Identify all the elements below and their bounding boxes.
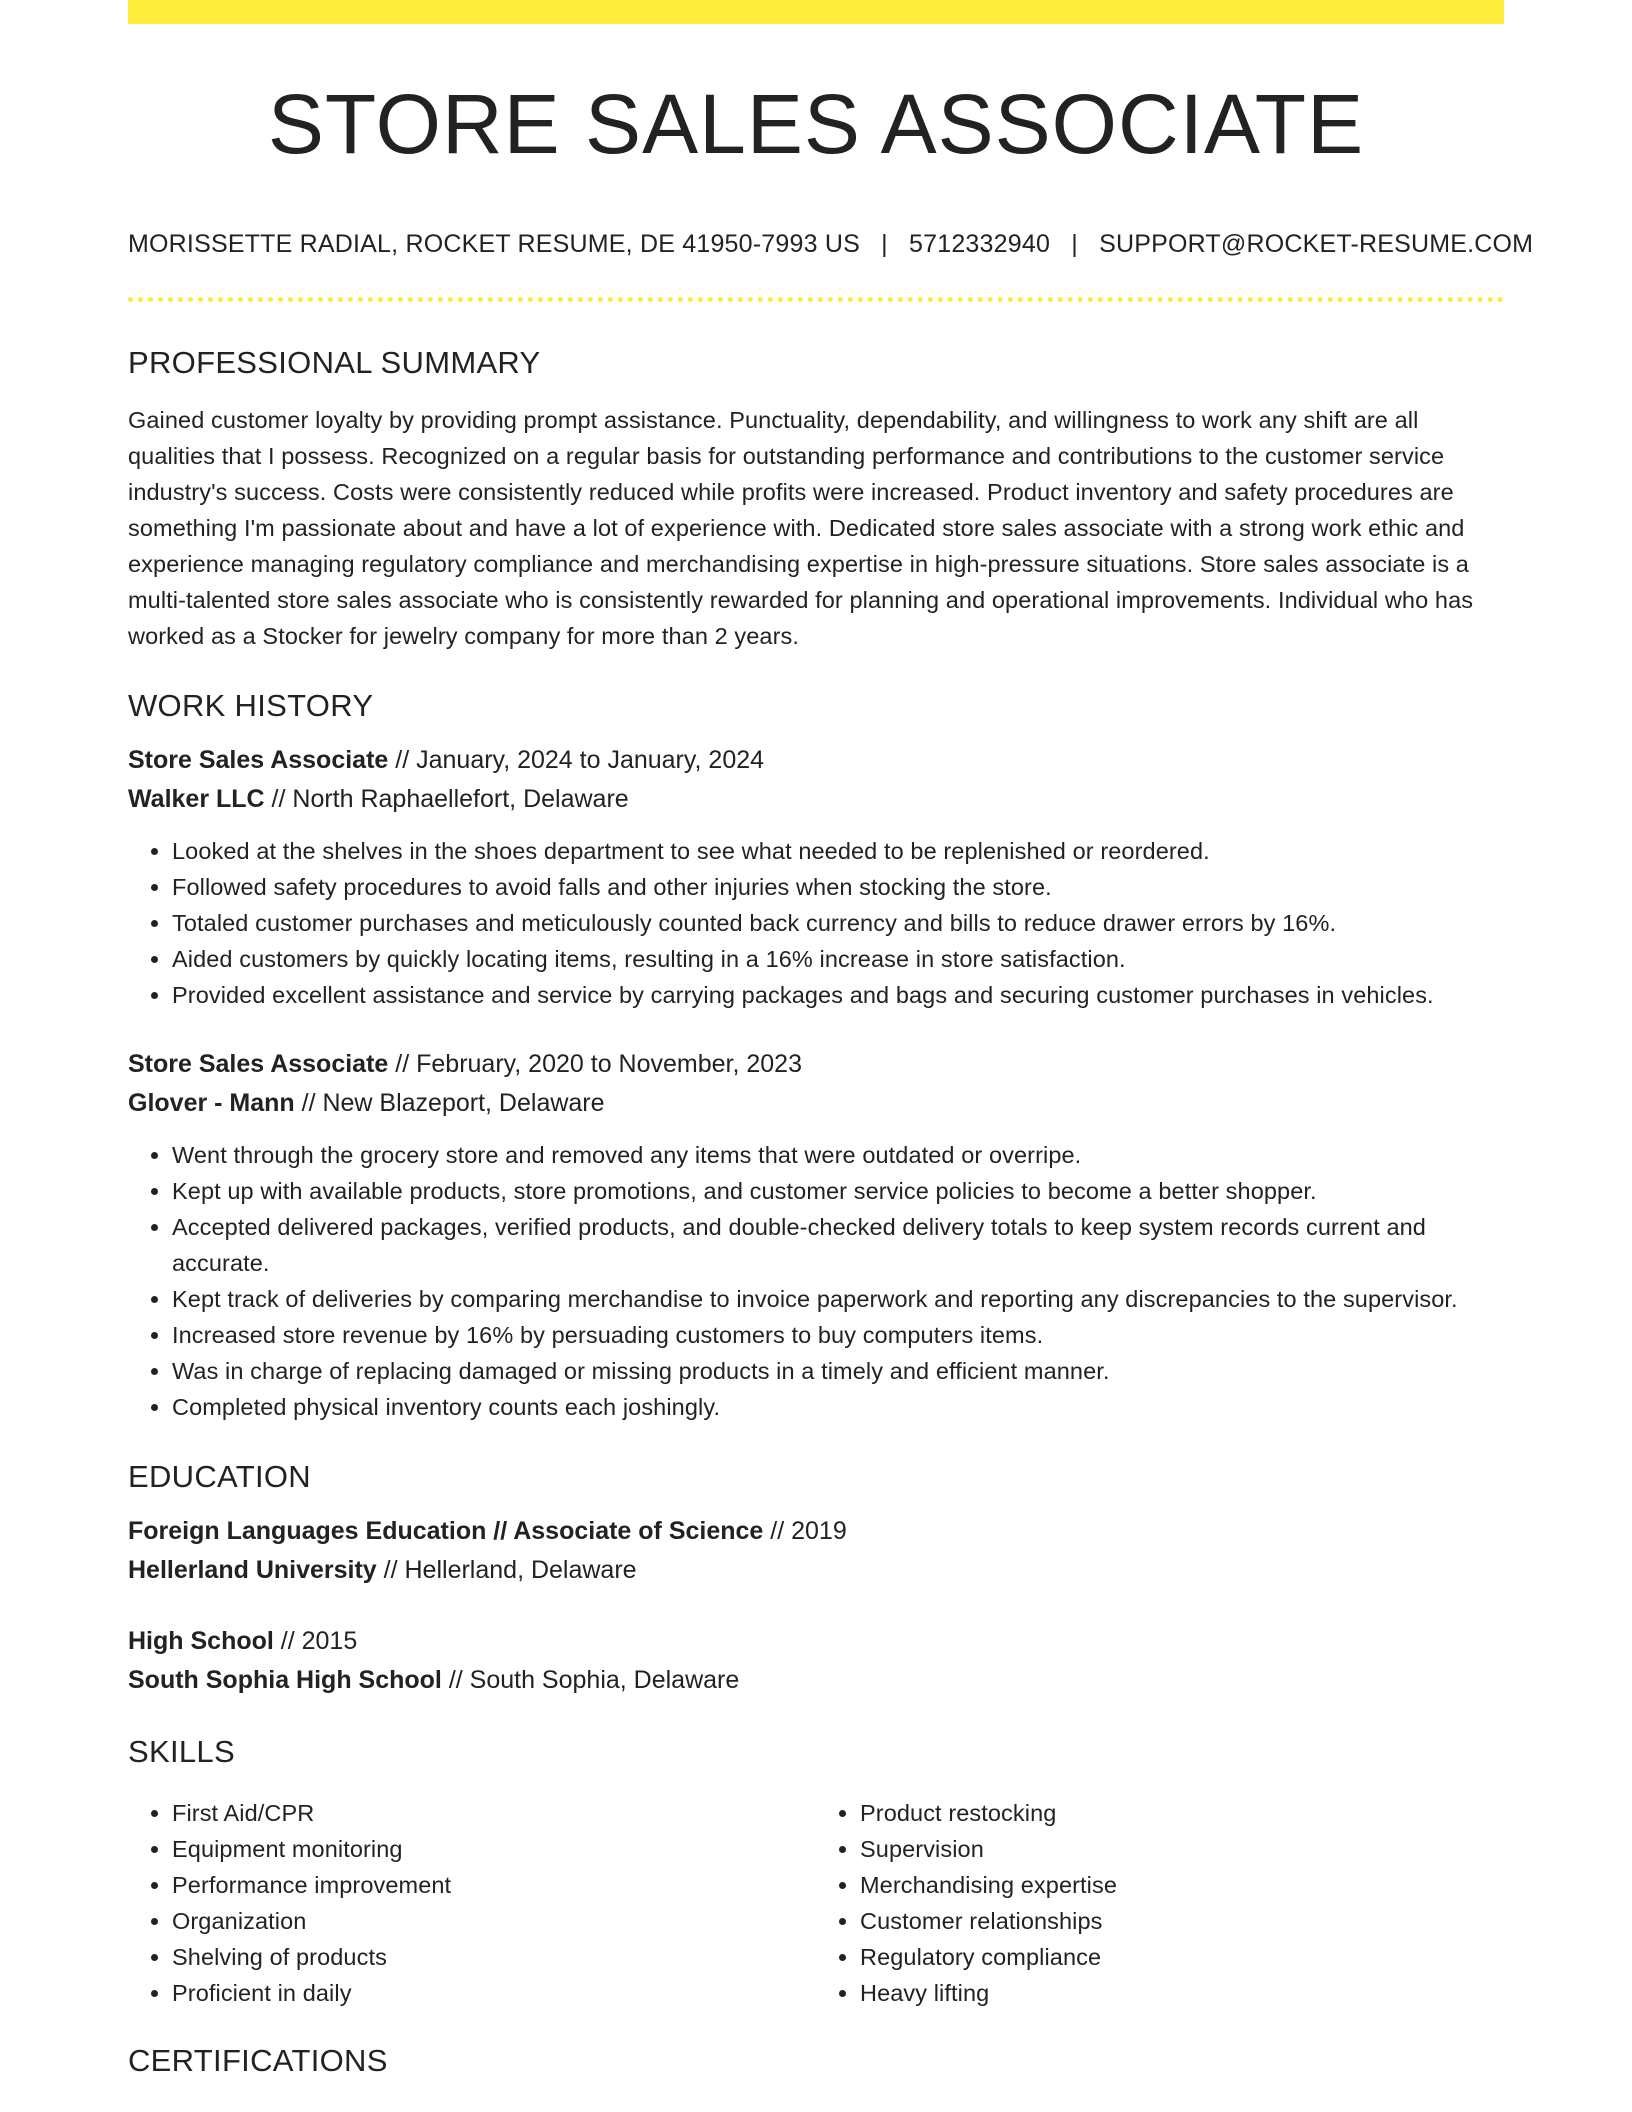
list-item: • Kept track of deliveries by comparing merchandise to invoice paperwork and reporting any discrepancies to the supervisor.: [172, 1281, 1504, 1317]
degree-line: [128, 1512, 1504, 1551]
contact-separator: |: [1071, 230, 1078, 258]
list-item: • Heavy lifting: [860, 1975, 1504, 2011]
job-location: // North Raphaellefort, Delaware: [264, 785, 629, 813]
list-item: • Accepted delivered packages, verified products, and double-checked delivery totals to keep system records current and accurate.: [172, 1209, 1504, 1281]
list-item: • Organization: [172, 1903, 816, 1939]
skills-right-list: [816, 1795, 1504, 2011]
education-entry: [128, 1512, 1504, 1590]
education-entry: [128, 1622, 1504, 1700]
list-item: • Equipment monitoring: [172, 1831, 816, 1867]
job-role: Store Sales Associate: [128, 1050, 389, 1078]
list-item: • Was in charge of replacing damaged or missing products in a timely and efficient manner.: [172, 1353, 1504, 1389]
contact-email: SUPPORT@ROCKET-RESUME.COM: [1099, 230, 1534, 258]
job-title-line: [128, 1045, 1504, 1084]
contact-line: [128, 230, 1534, 258]
summary-heading: PROFESSIONAL SUMMARY: [128, 345, 541, 380]
list-item: • First Aid/CPR: [172, 1795, 816, 1831]
job-location: // New Blazeport, Delaware: [294, 1089, 605, 1117]
job-title-line: [128, 741, 1504, 780]
degree-name: High School: [128, 1627, 274, 1655]
list-item: • Customer relationships: [860, 1903, 1504, 1939]
school-line: [128, 1661, 1504, 1700]
list-item: • Aided customers by quickly locating items, resulting in a 16% increase in store satisfaction.: [172, 941, 1504, 977]
job-role: Store Sales Associate: [128, 746, 389, 774]
education-heading: EDUCATION: [128, 1459, 311, 1494]
skills-heading: SKILLS: [128, 1734, 235, 1769]
list-item: • Increased store revenue by 16% by persuading customers to buy computers items.: [172, 1317, 1504, 1353]
job-dates: // February, 2020 to November, 2023: [388, 1050, 802, 1078]
contact-phone: 5712332940: [909, 230, 1051, 258]
resume-page: [128, 0, 1534, 2078]
job-entry: [128, 741, 1504, 1013]
list-item: • Kept up with available products, store promotions, and customer service policies to become a better shopper.: [172, 1173, 1504, 1209]
degree-name: Foreign Languages Education // Associate of Science: [128, 1517, 764, 1545]
list-item: • Supervision: [860, 1831, 1504, 1867]
list-item: • Completed physical inventory counts each joshingly.: [172, 1389, 1504, 1425]
list-item: • Proficient in daily: [172, 1975, 816, 2011]
list-item: • Totaled customer purchases and meticulously counted back currency and bills to reduce drawer errors by 16%.: [172, 905, 1504, 941]
degree-line: [128, 1622, 1504, 1661]
list-item: • Looked at the shelves in the shoes department to see what needed to be replenished or reordered.: [172, 833, 1504, 869]
list-item: • Followed safety procedures to avoid falls and other injuries when stocking the store.: [172, 869, 1504, 905]
certifications-heading: CERTIFICATIONS: [128, 2043, 388, 2078]
list-item: • Product restocking: [860, 1795, 1504, 1831]
dotted-divider: [128, 297, 1504, 302]
degree-year: // 2019: [763, 1517, 847, 1545]
skills-left-list: [128, 1795, 816, 2011]
job-company-line: [128, 1084, 1504, 1123]
job-company: Walker LLC: [128, 785, 265, 813]
degree-year: // 2015: [273, 1627, 358, 1655]
job-dates: // January, 2024 to January, 2024: [388, 746, 765, 774]
list-item: • Merchandising expertise: [860, 1867, 1504, 1903]
work-history-heading: WORK HISTORY: [128, 688, 374, 723]
school-name: South Sophia High School: [128, 1666, 442, 1694]
skills-columns: [128, 1795, 1504, 2011]
school-location: // Hellerland, Delaware: [376, 1556, 637, 1584]
job-entry: [128, 1045, 1504, 1425]
contact-address: MORISSETTE RADIAL, ROCKET RESUME, DE 41950-7993 US: [128, 230, 860, 258]
job-company-line: [128, 780, 1504, 819]
list-item: • Went through the grocery store and removed any items that were outdated or overripe.: [172, 1137, 1504, 1173]
list-item: • Regulatory compliance: [860, 1939, 1504, 1975]
contact-separator: |: [881, 230, 888, 258]
school-line: [128, 1551, 1504, 1590]
list-item: • Performance improvement: [172, 1867, 816, 1903]
job-bullets: [128, 1137, 1504, 1425]
summary-text: Gained customer loyalty by providing prompt assistance. Punctuality, dependability, and willingness to work any shift are all qualities that I possess. Recognized on a regular basis for outstanding performance and contributions to the customer service industry's success. Costs were consistently reduced while profits were increased. Product inventory and safety procedures are something I'm passionate about and have a lot of experience with. Dedicated store sales associate with a strong work ethic and experience managing regulatory compliance and merchandising expertise in high-pressure situations. Store sales associate is a multi-talented store sales associate who is consistently rewarded for planning and operational improvements. Individual who has worked as a Stocker for jewelry company for more than 2 years.: [128, 407, 1474, 649]
job-company: Glover - Mann: [128, 1089, 295, 1117]
job-bullets: [128, 833, 1504, 1013]
school-location: // South Sophia, Delaware: [441, 1666, 740, 1694]
list-item: • Shelving of products: [172, 1939, 816, 1975]
page-title: STORE SALES ASSOCIATE: [267, 77, 1365, 171]
accent-bar: [128, 0, 1504, 24]
list-item: • Provided excellent assistance and service by carrying packages and bags and securing customer purchases in vehicles.: [172, 977, 1504, 1013]
school-name: Hellerland University: [128, 1556, 377, 1584]
